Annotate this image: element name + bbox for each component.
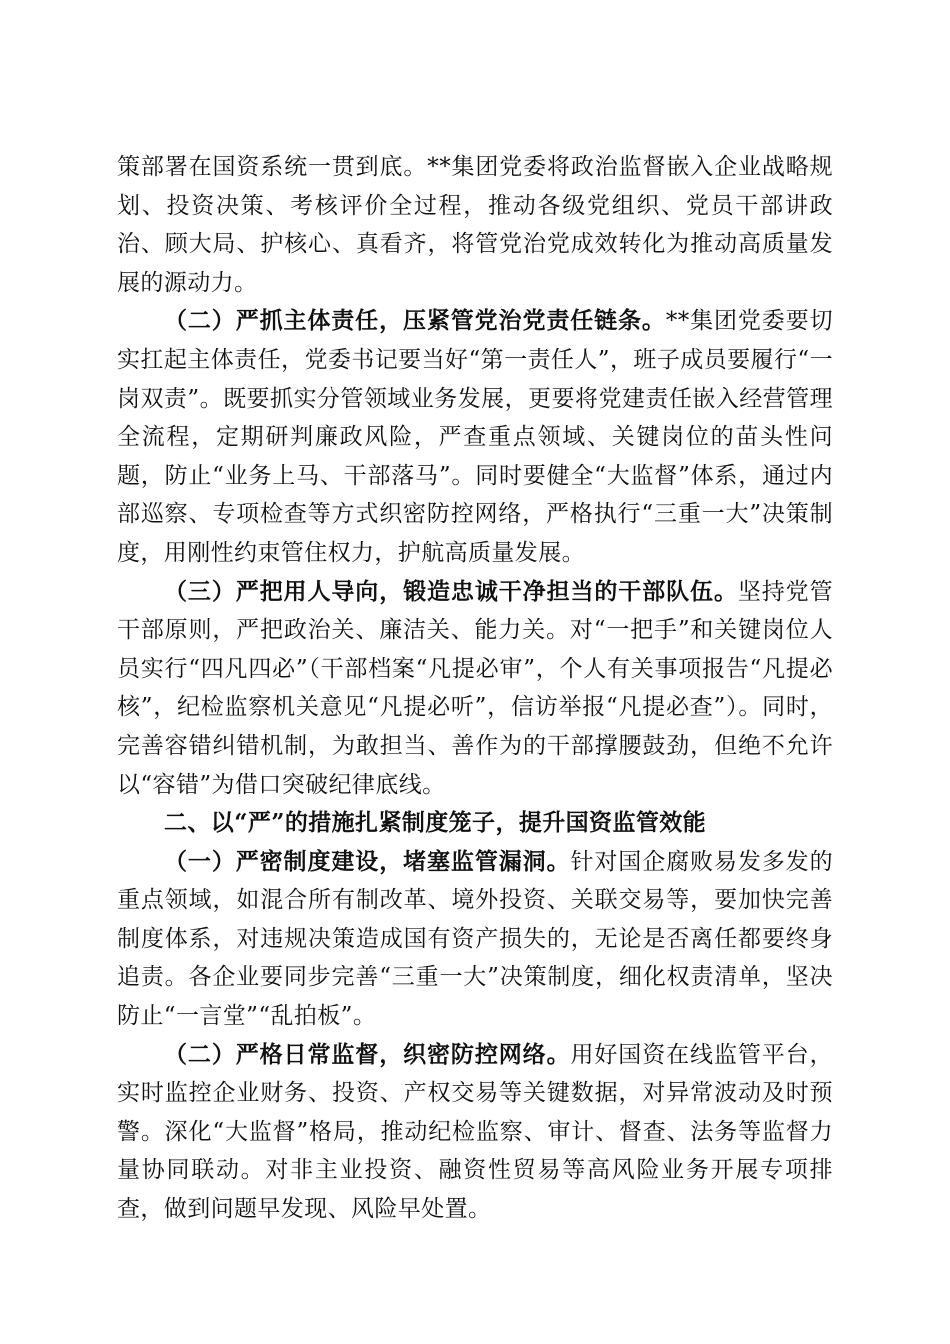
paragraph-daily-supervision bbox=[117, 1036, 833, 1229]
paragraph-text: 针对国企腐败易发多发的重点领域，如混合所有制改革、境外投资、关联交易等，要加快完善制度体系，对违规决策造成国有资产损失的，无论是否离任都要终身追责。各企业要同步完善“三重一大”决策制度，细化权责清单，坚决防止“一言堂”“乱拍板”。 bbox=[117, 848, 833, 1030]
paragraph-lead-heading: （一）严密制度建设，堵塞监管漏洞。 bbox=[164, 847, 571, 875]
paragraph-text: 用好国资在线监管平台，实时监控企业财务、投资、产权交易等关键数据，对异常波动及时预警。深化“大监督”格局，推动纪检监察、审计、督查、法务等监督力量协同联动。对非主业投资、融资性贸易等高风险业务开展专项排查，做到问题早发现、风险早处置。 bbox=[117, 1041, 833, 1223]
paragraph-continuation bbox=[117, 148, 833, 302]
paragraph-text: 策部署在国资系统一贯到底。**集团党委将政治监督嵌入企业战略规划、投资决策、考核评价全过程，推动各级党组织、党员干部讲政治、顾大局、护核心、真看齐，将管党治党成效转化为推动高质量发展的源动力。 bbox=[117, 154, 833, 296]
paragraph-institution-building bbox=[117, 843, 833, 1036]
paragraph-text: 坚持党管干部原则，严把政治关、廉洁关、能力关。对“一把手”和关键岗位人员实行“四凡四必”（干部档案“凡提必审”，个人有关事项报告“凡提必核”，纪检监察机关意见“凡提必听”，信访举报“凡提必查”）。同时，完善容错纠错机制，为敢担当、善作为的干部撑腰鼓劲，但绝不允许以“容错”为借口突破纪律底线。 bbox=[117, 578, 833, 798]
paragraph-lead-heading: （二）严格日常监督，织密防控网络。 bbox=[164, 1040, 571, 1068]
paragraph-lead-heading: （三）严把用人导向，锻造忠诚干净担当的干部队伍。 bbox=[164, 577, 738, 605]
paragraph-subject-responsibility bbox=[117, 302, 833, 572]
document-body bbox=[117, 148, 833, 1229]
paragraph-personnel-guidance bbox=[117, 573, 833, 805]
paragraph-lead-heading: （二）严抓主体责任，压紧管党治党责任链条。 bbox=[164, 307, 666, 335]
paragraph-text: **集团党委要切实扛起主体责任，党委书记要当好“第一责任人”，班子成员要履行“一岗双责”。既要抓实分管领域业务发展，更要将党建责任嵌入经营管理全流程，定期研判廉政风险，严查重点领域、关键岗位的苗头性问题，防止“业务上马、干部落马”。同时要健全“大监督”体系，通过内部巡察、专项检查等方式织密防控网络，严格执行“三重一大”决策制度，用刚性约束管住权力，护航高质量发展。 bbox=[117, 308, 834, 566]
section-heading: 二、以“严”的措施扎紧制度笼子，提升国资监管效能 bbox=[164, 809, 707, 837]
